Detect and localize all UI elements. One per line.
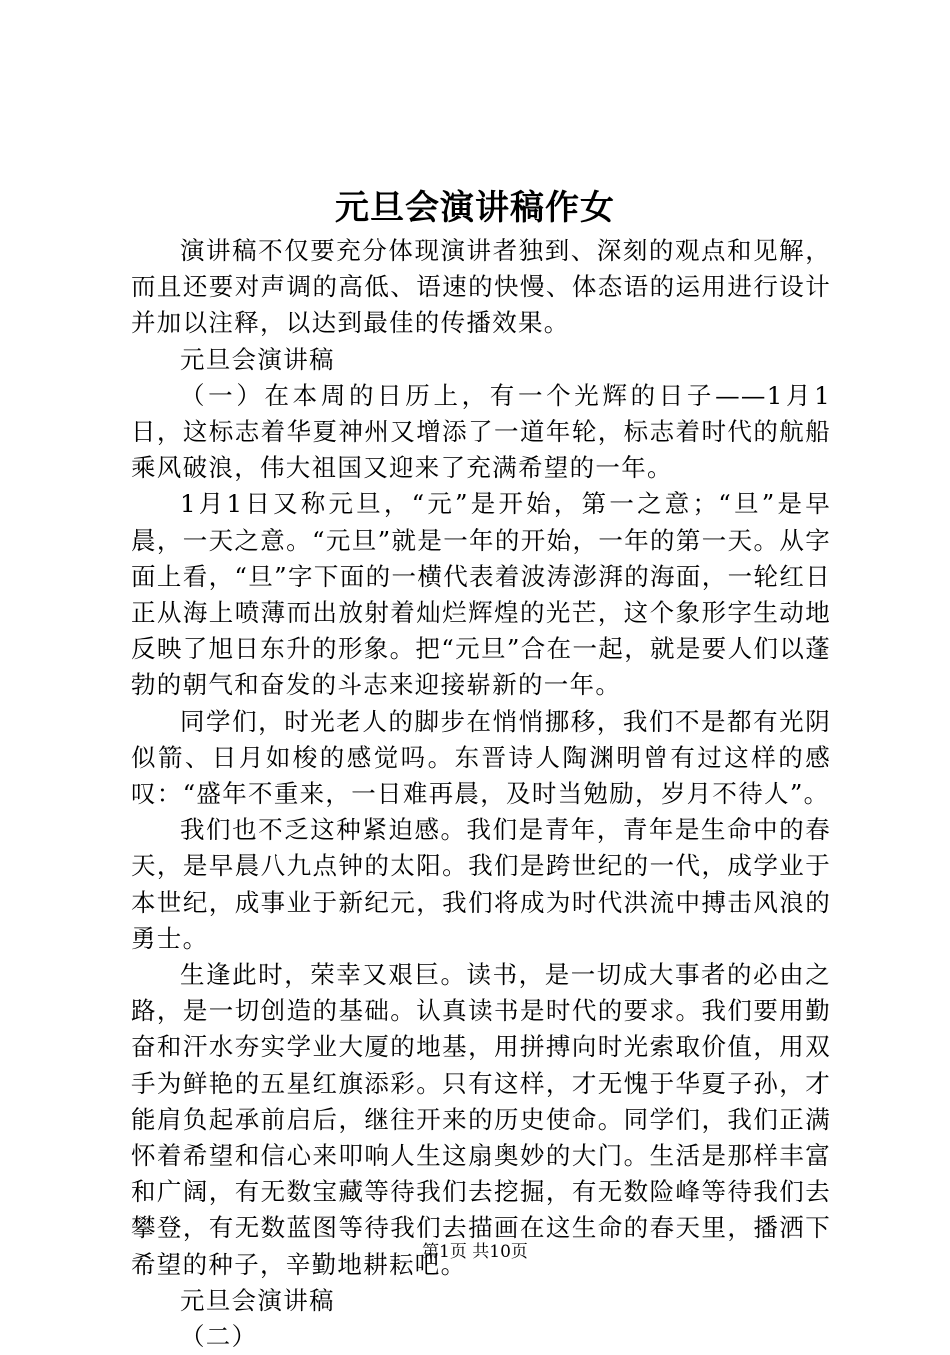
document-title: 元旦会演讲稿作女 — [335, 188, 615, 228]
section-heading: 元旦会演讲稿 — [180, 344, 335, 374]
paragraph: （二） — [180, 1322, 258, 1352]
page-indicator: 第1页 共10页 — [422, 1242, 528, 1262]
section-heading: 元旦会演讲稿 — [180, 1285, 335, 1315]
paragraph: 同学们，时光老人的脚步在悄悄挪移，我们不是都有光阴似箭、日月如梭的感觉吗。东晋诗人陶渊明曾有过这样的感叹：“盛年不重来，一日难再晨，及时当勉励，岁月不待人”。 — [131, 706, 831, 809]
paragraph: 我们也不乏这种紧迫感。我们是青年，青年是生命中的春天，是早晨八九点钟的太阳。我们是跨世纪的一代，成学业于本世纪，成事业于新纪元，我们将成为时代洪流中搏击风浪的勇士。 — [131, 815, 831, 953]
paragraph: 生逢此时，荣幸又艰巨。读书，是一切成大事者的必由之路，是一切创造的基础。认真读书是时代的要求。我们要用勤奋和汗水夯实学业大厦的地基，用拼搏向时光索取价值，用双手为鲜艳的五星红旗添彩。只有这样，才无愧于华夏子孙，才能肩负起承前启后，继往开来的历史使命。同学们，我们正满怀着希望和信心来叩响人生这扇奥妙的大门。生活是那样丰富和广阔，有无数宝藏等待我们去挖掘，有无数险峰等待我们去攀登，有无数蓝图等待我们去描画在这生命的春天里，播洒下希望的种子，辛勤地耕耘吧。 — [131, 960, 831, 1279]
paragraph: （一）在本周的日历上，有一个光辉的日子——1月1日，这标志着华夏神州又增添了一道年轮，标志着时代的航船乘风破浪，伟大祖国又迎来了充满希望的一年。 — [131, 380, 831, 483]
document-body — [131, 233, 831, 1355]
paragraph: 1月1日又称元旦，“元”是开始，第一之意；“旦”是早晨，一天之意。“元旦”就是一年的开始，一年的第一天。从字面上看，“旦”字下面的一横代表着波涛澎湃的海面，一轮红日正从海上喷薄而出放射着灿烂辉煌的光芒，这个象形字生动地反映了旭日东升的形象。把“元旦”合在一起，就是要人们以蓬勃的朝气和奋发的斗志来迎接崭新的一年。 — [131, 489, 831, 700]
paragraph-intro: 演讲稿不仅要充分体现演讲者独到、深刻的观点和见解，而且还要对声调的高低、语速的快慢、体态语的运用进行设计并加以注释，以达到最佳的传播效果。 — [131, 236, 831, 338]
